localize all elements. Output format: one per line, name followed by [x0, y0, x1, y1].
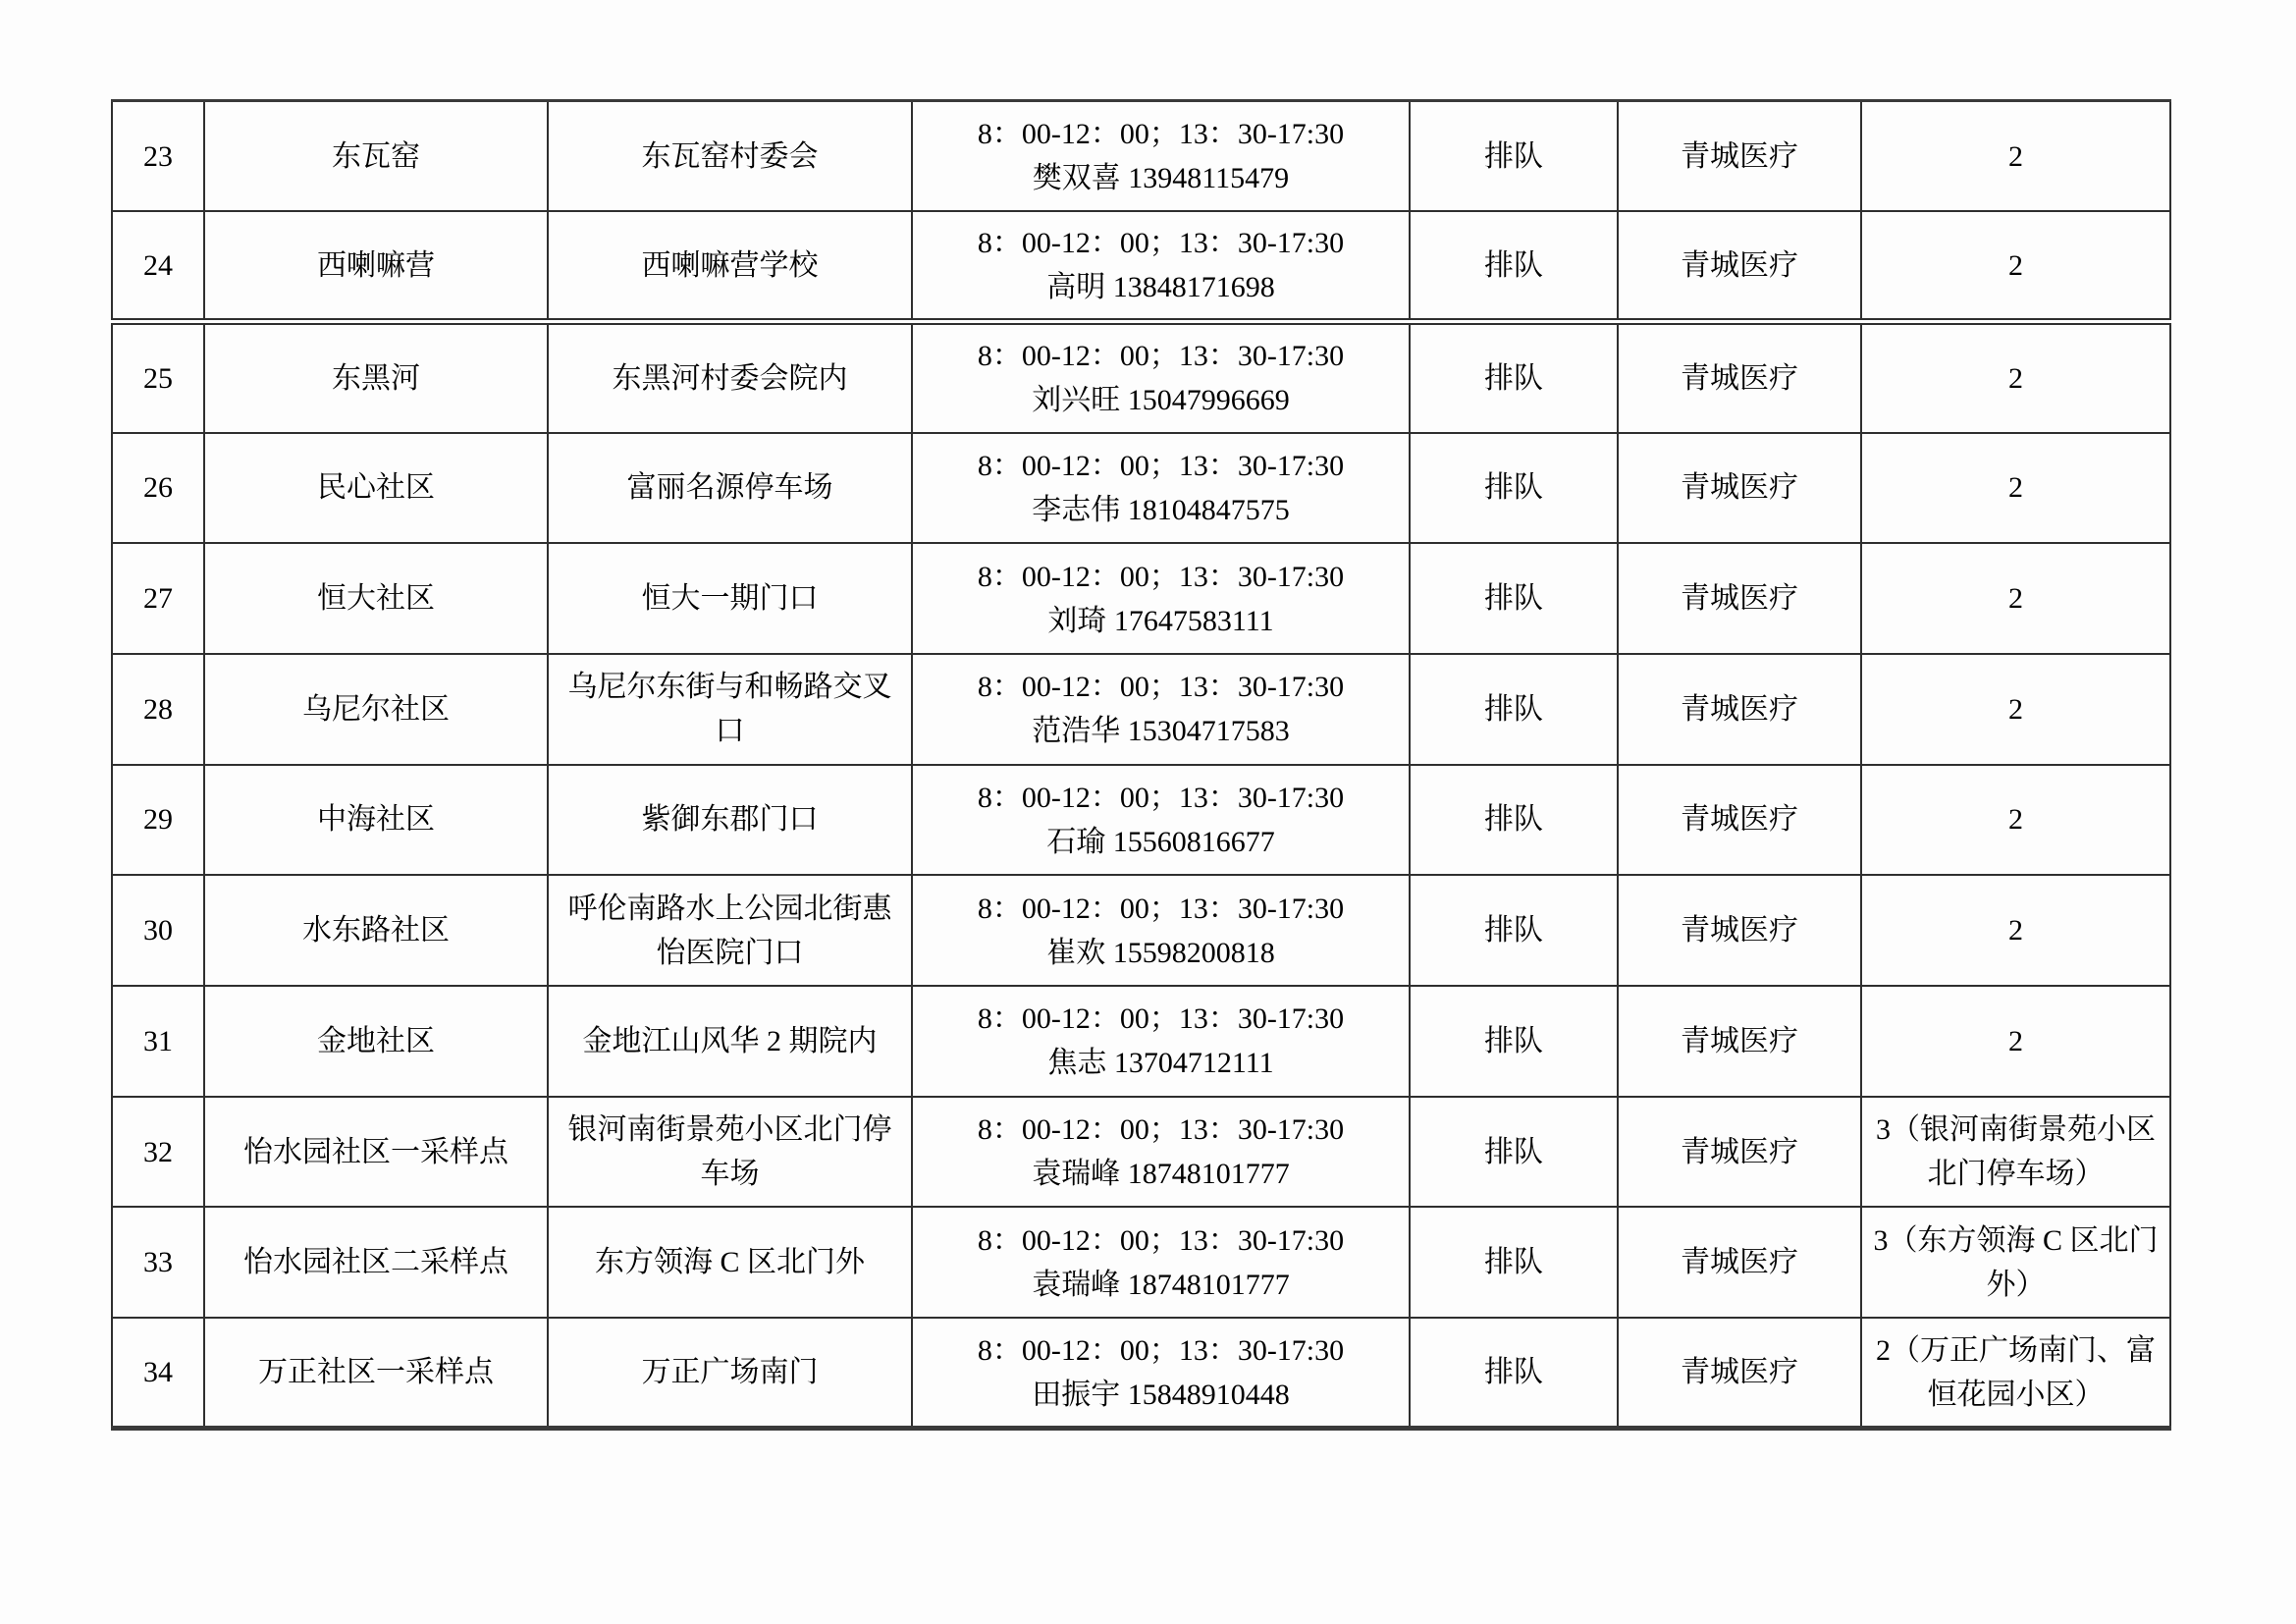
contact-person-phone: 范浩华 15304717583	[1032, 715, 1290, 748]
channel-count-cell: 2	[1861, 654, 2170, 765]
row-number-cell: 32	[112, 1097, 204, 1208]
queue-method-cell: 排队	[1410, 1097, 1618, 1208]
queue-method-cell: 排队	[1410, 433, 1618, 544]
service-hours-text: 8：00-12：00；13：30-17:30	[977, 227, 1345, 260]
row-number-cell: 26	[112, 433, 204, 544]
site-name-cell: 怡水园社区二采样点	[204, 1207, 548, 1318]
site-name-cell: 乌尼尔社区	[204, 654, 548, 765]
queue-method-cell: 排队	[1410, 875, 1618, 986]
table-row	[112, 543, 2170, 654]
row-number-cell: 28	[112, 654, 204, 765]
row-number-cell: 29	[112, 765, 204, 876]
channel-count-cell: 3（东方领海 C 区北门外）	[1861, 1207, 2170, 1318]
channel-count-cell: 2（万正广场南门、富恒花园小区）	[1861, 1318, 2170, 1429]
site-location-cell: 富丽名源停车场	[548, 433, 912, 544]
channel-count-cell: 3（银河南街景苑小区北门停车场）	[1861, 1097, 2170, 1208]
time-contact-cell	[912, 765, 1410, 876]
service-hours-text: 8：00-12：00；13：30-17:30	[977, 671, 1345, 704]
site-name-cell: 中海社区	[204, 765, 548, 876]
table-row	[112, 654, 2170, 765]
service-hours-text: 8：00-12：00；13：30-17:30	[977, 560, 1345, 593]
service-hours-text: 8：00-12：00；13：30-17:30	[977, 892, 1345, 925]
table-row	[112, 765, 2170, 876]
site-name-cell: 东瓦窑	[204, 101, 548, 212]
site-location-cell: 紫御东郡门口	[548, 765, 912, 876]
channel-count-cell: 2	[1861, 433, 2170, 544]
table-row	[112, 1097, 2170, 1208]
medical-org-cell: 青城医疗	[1618, 101, 1861, 212]
service-hours-text: 8：00-12：00；13：30-17:30	[977, 340, 1345, 373]
contact-person-phone: 田振宇 15848910448	[1032, 1378, 1290, 1411]
contact-person-phone: 李志伟 18104847575	[1032, 493, 1290, 526]
contact-person-phone: 焦志 13704712111	[1047, 1047, 1274, 1080]
site-location-cell: 银河南街景苑小区北门停车场	[548, 1097, 912, 1208]
table-row	[112, 875, 2170, 986]
medical-org-cell: 青城医疗	[1618, 543, 1861, 654]
site-location-cell: 金地江山风华 2 期院内	[548, 986, 912, 1097]
queue-method-cell: 排队	[1410, 211, 1618, 322]
site-name-cell: 金地社区	[204, 986, 548, 1097]
time-contact-cell	[912, 211, 1410, 322]
site-name-cell: 恒大社区	[204, 543, 548, 654]
medical-org-cell: 青城医疗	[1618, 1318, 1861, 1429]
contact-person-phone: 崔欢 15598200818	[1046, 936, 1275, 969]
service-hours-text: 8：00-12：00；13：30-17:30	[977, 118, 1345, 151]
row-number-cell: 27	[112, 543, 204, 654]
time-contact-cell	[912, 875, 1410, 986]
site-location-cell: 东瓦窑村委会	[548, 101, 912, 212]
time-contact-cell	[912, 101, 1410, 212]
time-contact-cell	[912, 1318, 1410, 1429]
contact-person-phone: 袁瑞峰 18748101777	[1032, 1158, 1290, 1191]
site-location-cell: 东黑河村委会院内	[548, 322, 912, 433]
channel-count-cell: 2	[1861, 765, 2170, 876]
time-contact-cell	[912, 543, 1410, 654]
service-hours-text: 8：00-12：00；13：30-17:30	[977, 781, 1345, 814]
time-contact-cell	[912, 433, 1410, 544]
sampling-sites-table	[111, 99, 2171, 1431]
site-location-cell: 恒大一期门口	[548, 543, 912, 654]
queue-method-cell: 排队	[1410, 1207, 1618, 1318]
table-row	[112, 986, 2170, 1097]
site-location-cell: 乌尼尔东街与和畅路交叉口	[548, 654, 912, 765]
table-row	[112, 1207, 2170, 1318]
site-location-cell: 东方领海 C 区北门外	[548, 1207, 912, 1318]
service-hours-text: 8：00-12：00；13：30-17:30	[977, 1113, 1345, 1147]
service-hours-text: 8：00-12：00；13：30-17:30	[977, 1333, 1345, 1367]
time-contact-cell	[912, 986, 1410, 1097]
site-location-cell: 呼伦南路水上公园北街惠怡医院门口	[548, 875, 912, 986]
medical-org-cell: 青城医疗	[1618, 654, 1861, 765]
row-number-cell: 34	[112, 1318, 204, 1429]
queue-method-cell: 排队	[1410, 986, 1618, 1097]
site-name-cell: 水东路社区	[204, 875, 548, 986]
table-row	[112, 322, 2170, 433]
contact-person-phone: 樊双喜 13948115479	[1032, 162, 1290, 195]
contact-person-phone: 刘琦 17647583111	[1047, 604, 1274, 637]
service-hours-text: 8：00-12：00；13：30-17:30	[977, 1002, 1345, 1036]
queue-method-cell: 排队	[1410, 1318, 1618, 1429]
channel-count-cell: 2	[1861, 101, 2170, 212]
channel-count-cell: 2	[1861, 211, 2170, 322]
row-number-cell: 24	[112, 211, 204, 322]
table-body	[112, 101, 2170, 1429]
time-contact-cell	[912, 654, 1410, 765]
site-name-cell: 东黑河	[204, 322, 548, 433]
channel-count-cell: 2	[1861, 543, 2170, 654]
service-hours-text: 8：00-12：00；13：30-17:30	[977, 449, 1345, 482]
time-contact-cell	[912, 1097, 1410, 1208]
queue-method-cell: 排队	[1410, 654, 1618, 765]
row-number-cell: 31	[112, 986, 204, 1097]
time-contact-cell	[912, 1207, 1410, 1318]
medical-org-cell: 青城医疗	[1618, 875, 1861, 986]
row-number-cell: 33	[112, 1207, 204, 1318]
row-number-cell: 23	[112, 101, 204, 212]
site-name-cell: 民心社区	[204, 433, 548, 544]
medical-org-cell: 青城医疗	[1618, 211, 1861, 322]
site-name-cell: 怡水园社区一采样点	[204, 1097, 548, 1208]
table-row	[112, 1318, 2170, 1429]
medical-org-cell: 青城医疗	[1618, 1097, 1861, 1208]
channel-count-cell: 2	[1861, 986, 2170, 1097]
medical-org-cell: 青城医疗	[1618, 765, 1861, 876]
site-name-cell: 万正社区一采样点	[204, 1318, 548, 1429]
channel-count-cell: 2	[1861, 322, 2170, 433]
table-row	[112, 211, 2170, 322]
queue-method-cell: 排队	[1410, 322, 1618, 433]
medical-org-cell: 青城医疗	[1618, 322, 1861, 433]
row-number-cell: 25	[112, 322, 204, 433]
channel-count-cell: 2	[1861, 875, 2170, 986]
queue-method-cell: 排队	[1410, 765, 1618, 876]
table-row	[112, 433, 2170, 544]
contact-person-phone: 袁瑞峰 18748101777	[1032, 1268, 1290, 1301]
contact-person-phone: 高明 13848171698	[1046, 271, 1275, 304]
row-number-cell: 30	[112, 875, 204, 986]
queue-method-cell: 排队	[1410, 543, 1618, 654]
table-row	[112, 101, 2170, 212]
medical-org-cell: 青城医疗	[1618, 1207, 1861, 1318]
contact-person-phone: 刘兴旺 15047996669	[1032, 384, 1290, 417]
site-name-cell: 西喇嘛营	[204, 211, 548, 322]
medical-org-cell: 青城医疗	[1618, 433, 1861, 544]
medical-org-cell: 青城医疗	[1618, 986, 1861, 1097]
service-hours-text: 8：00-12：00；13：30-17:30	[977, 1223, 1345, 1257]
time-contact-cell	[912, 322, 1410, 433]
queue-method-cell: 排队	[1410, 101, 1618, 212]
site-location-cell: 西喇嘛营学校	[548, 211, 912, 322]
site-location-cell: 万正广场南门	[548, 1318, 912, 1429]
contact-person-phone: 石瑜 15560816677	[1046, 825, 1275, 858]
